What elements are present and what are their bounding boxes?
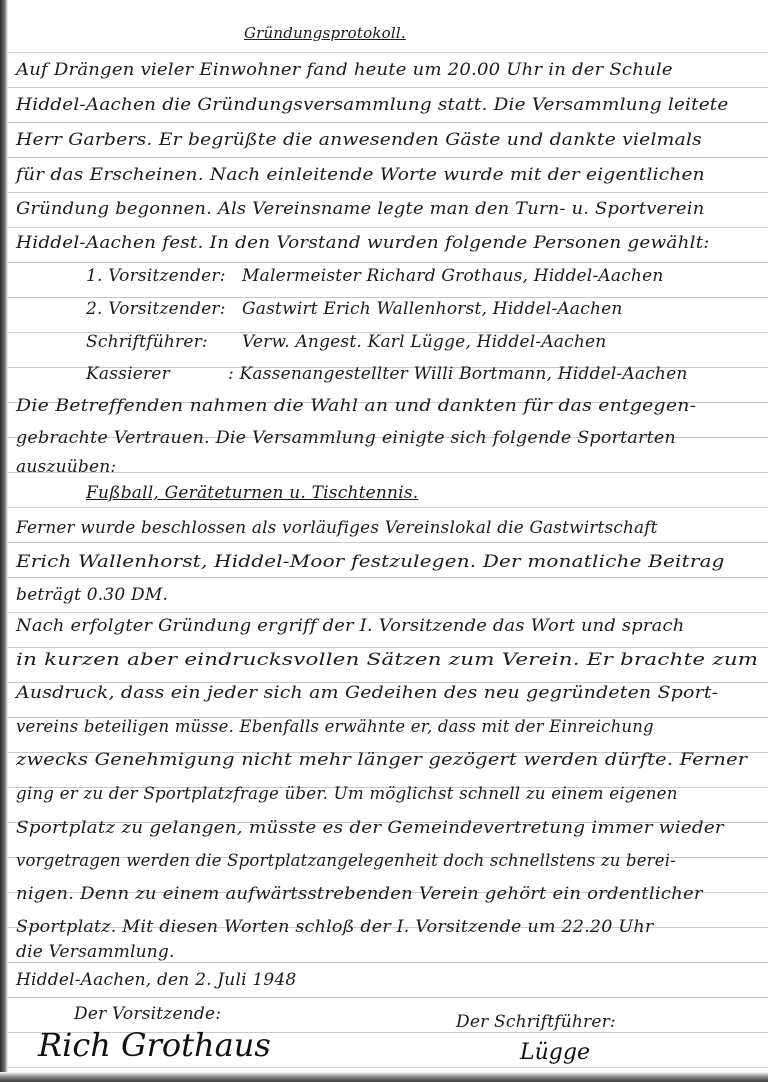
board-role: 1. Vorsitzender: [86,266,226,286]
chair-label: Der Vorsitzende: [74,1004,222,1024]
board-role: 2. Vorsitzender: [86,299,226,319]
body-line: Herr Garbers. Er begrüßte die anwesenden Gäste und dankte vielmals [16,130,702,150]
board-name: Gastwirt Erich Wallenhorst, Hiddel-Aachen [242,299,623,319]
body-line: ging er zu der Sportplatzfrage über. Um möglichst schnell zu einem eigenen [16,784,678,804]
sports-heading: Fußball, Geräteturnen u. Tischtennis. [86,483,419,503]
body-line: Gründung begonnen. Als Vereinsname legte man den Turn- u. Sportverein [16,199,705,219]
board-name: : Kassenangestellter Willi Bortmann, Hiddel-Aachen [228,364,688,384]
body-line: Sportplatz zu gelangen, müsste es der Gemeindevertretung immer wieder [16,818,724,838]
body-line: Auf Drängen vieler Einwohner fand heute um 20.00 Uhr in der Schule [16,60,673,80]
body-line: Hiddel-Aachen fest. In den Vorstand wurden folgende Personen gewählt: [16,233,710,253]
body-line: vorgetragen werden die Sportplatzangelegenheit doch schnellstens zu berei- [16,851,676,871]
secretary-signature: Lügge [520,1040,590,1065]
body-line: zwecks Genehmigung nicht mehr länger gezögert werden dürfte. Ferner [16,750,748,770]
body-line: vereins beteiligen müsse. Ebenfalls erwähnte er, dass mit der Einreichung [16,717,654,737]
body-line: gebrachte Vertrauen. Die Versammlung einigte sich folgende Sportarten [16,428,676,448]
body-line: Sportplatz. Mit diesen Worten schloß der I. Vorsitzende um 22.20 Uhr [16,917,654,937]
body-line: die Versammlung. [16,942,175,962]
body-line: Die Betreffenden nahmen die Wahl an und dankten für das entgegen- [16,396,697,416]
date-line: Hiddel-Aachen, den 2. Juli 1948 [16,970,297,990]
body-line: beträgt 0.30 DM. [16,585,169,605]
body-line: Erich Wallenhorst, Hiddel-Moor festzulegen. Der monatliche Beitrag [16,552,725,572]
body-line: nigen. Denn zu einem aufwärtsstrebenden Verein gehört ein ordentlicher [16,884,703,904]
board-name: Malermeister Richard Grothaus, Hiddel-Aachen [242,266,664,286]
body-line: Nach erfolgter Gründung ergriff der I. Vorsitzende das Wort und sprach [16,616,685,636]
body-line: Ausdruck, dass ein jeder sich am Gedeihen des neu gegründeten Sport- [16,683,719,703]
board-role: Kassierer [86,364,170,384]
page-edge-bottom [0,1072,768,1082]
body-line: in kurzen aber eindrucksvollen Sätzen zum Verein. Er brachte zum [16,650,759,670]
body-line: auszuüben: [16,457,117,477]
page-edge-shadow [0,0,8,1082]
board-name: Verw. Angest. Karl Lügge, Hiddel-Aachen [242,332,607,352]
body-line: Hiddel-Aachen die Gründungsversammlung statt. Die Versammlung leitete [16,95,729,115]
document-title: Gründungsprotokoll. [244,24,406,42]
board-role: Schriftführer: [86,332,208,352]
chair-signature: Rich Grothaus [38,1026,271,1064]
body-line: Ferner wurde beschlossen als vorläufiges Vereinslokal die Gastwirtschaft [16,518,658,538]
body-line: für das Erscheinen. Nach einleitende Worte wurde mit der eigentlichen [16,165,705,185]
secretary-label: Der Schriftführer: [456,1012,616,1032]
